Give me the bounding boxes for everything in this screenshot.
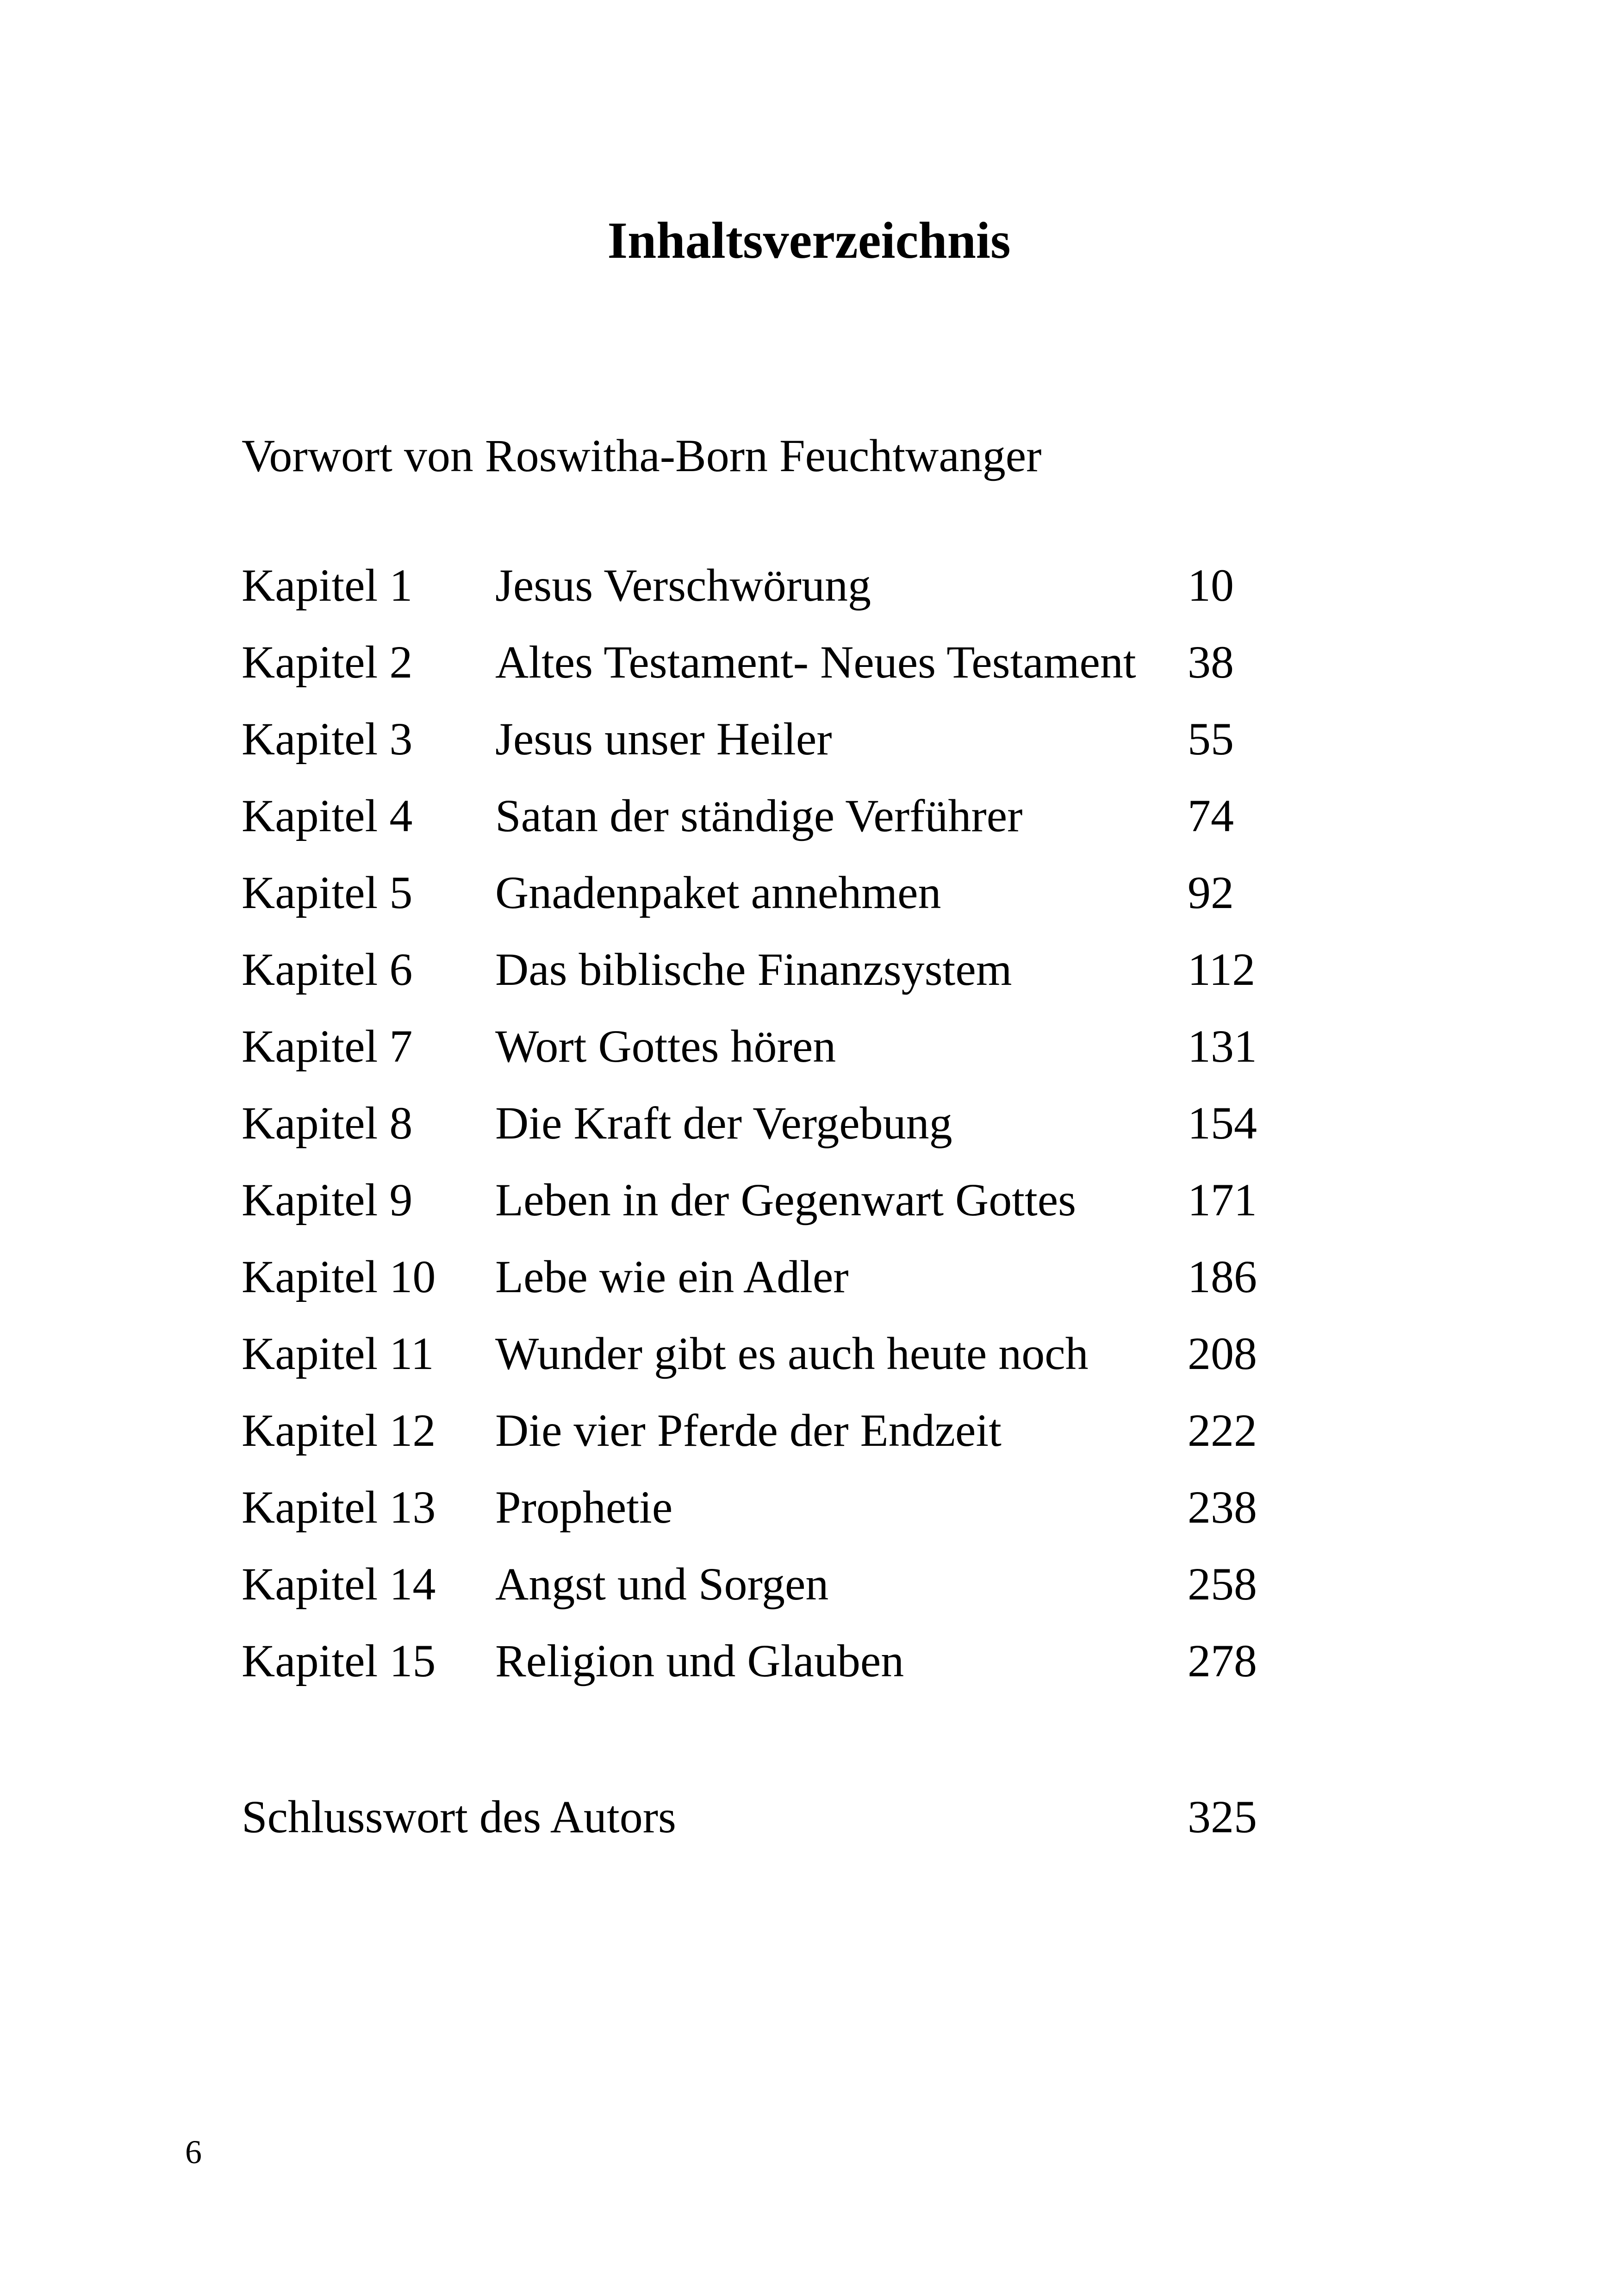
- chapter-title: Prophetie: [495, 1481, 673, 1533]
- chapter-label: Kapitel 13: [242, 1481, 436, 1533]
- chapter-page: 92: [1188, 867, 1234, 918]
- chapter-title: Jesus unser Heiler: [495, 713, 832, 765]
- chapter-page: 131: [1188, 1020, 1257, 1072]
- closing-entry: [242, 1785, 1306, 1849]
- toc-row: [242, 784, 1306, 860]
- chapter-title: Altes Testament- Neues Testament: [495, 636, 1136, 688]
- chapter-page: 208: [1188, 1328, 1257, 1379]
- chapter-title: Gnadenpaket annehmen: [495, 867, 941, 918]
- toc-row: [242, 1475, 1306, 1552]
- toc-row: [242, 1398, 1306, 1475]
- chapter-label: Kapitel 8: [242, 1097, 413, 1149]
- toc-row: [242, 1629, 1306, 1705]
- toc-row: [242, 707, 1306, 784]
- chapter-page: 186: [1188, 1251, 1257, 1302]
- chapter-label: Kapitel 2: [242, 636, 413, 688]
- chapter-title: Die vier Pferde der Endzeit: [495, 1405, 1002, 1456]
- chapter-label: Kapitel 1: [242, 560, 413, 611]
- chapter-title: Satan der ständige Verführer: [495, 790, 1023, 841]
- page-number: 6: [185, 2134, 202, 2171]
- toc-row: [242, 1244, 1306, 1321]
- toc-row: [242, 1321, 1306, 1398]
- chapter-title: Die Kraft der Vergebung: [495, 1097, 952, 1149]
- chapter-label: Kapitel 9: [242, 1174, 413, 1226]
- chapter-title: Angst und Sorgen: [495, 1558, 829, 1610]
- chapter-title: Leben in der Gegenwart Gottes: [495, 1174, 1077, 1226]
- chapter-label: Kapitel 4: [242, 790, 413, 841]
- toc-row: [242, 630, 1306, 707]
- chapter-page: 112: [1188, 944, 1256, 995]
- chapter-page: 278: [1188, 1635, 1257, 1686]
- chapter-label: Kapitel 10: [242, 1251, 436, 1302]
- chapter-label: Kapitel 6: [242, 944, 413, 995]
- chapter-title: Wort Gottes hören: [495, 1020, 836, 1072]
- chapter-title: Lebe wie ein Adler: [495, 1251, 849, 1302]
- toc-row: [242, 1014, 1306, 1091]
- chapter-page: 55: [1188, 713, 1234, 765]
- chapter-title: Jesus Verschwörung: [495, 560, 871, 611]
- preface-entry: Vorwort von Roswitha-Born Feuchtwanger: [242, 430, 1042, 481]
- toc-row: [242, 1091, 1306, 1168]
- chapter-label: Kapitel 14: [242, 1558, 436, 1610]
- toc-row: [242, 1168, 1306, 1244]
- chapter-page: 258: [1188, 1558, 1257, 1610]
- chapter-page: 74: [1188, 790, 1234, 841]
- toc-row: [242, 1552, 1306, 1629]
- chapter-page: 10: [1188, 560, 1234, 611]
- chapter-page: 222: [1188, 1405, 1257, 1456]
- table-of-contents: [242, 553, 1306, 1705]
- chapter-page: 238: [1188, 1481, 1257, 1533]
- chapter-label: Kapitel 11: [242, 1328, 434, 1379]
- chapter-title: Religion und Glauben: [495, 1635, 904, 1686]
- chapter-page: 38: [1188, 636, 1234, 688]
- chapter-label: Kapitel 5: [242, 867, 413, 918]
- page-title: Inhaltsverzeichnis: [607, 212, 1011, 269]
- toc-row: [242, 937, 1306, 1014]
- toc-row: [242, 860, 1306, 937]
- chapter-label: Kapitel 12: [242, 1405, 436, 1456]
- chapter-label: Kapitel 7: [242, 1020, 413, 1072]
- closing-title: Schlusswort des Autors: [242, 1791, 676, 1842]
- chapter-page: 171: [1188, 1174, 1257, 1226]
- chapter-page: 154: [1188, 1097, 1257, 1149]
- chapter-title: Wunder gibt es auch heute noch: [495, 1328, 1089, 1379]
- toc-row: [242, 553, 1306, 630]
- closing-page: 325: [1188, 1791, 1257, 1842]
- chapter-label: Kapitel 15: [242, 1635, 436, 1686]
- chapter-label: Kapitel 3: [242, 713, 413, 765]
- chapter-title: Das biblische Finanzsystem: [495, 944, 1012, 995]
